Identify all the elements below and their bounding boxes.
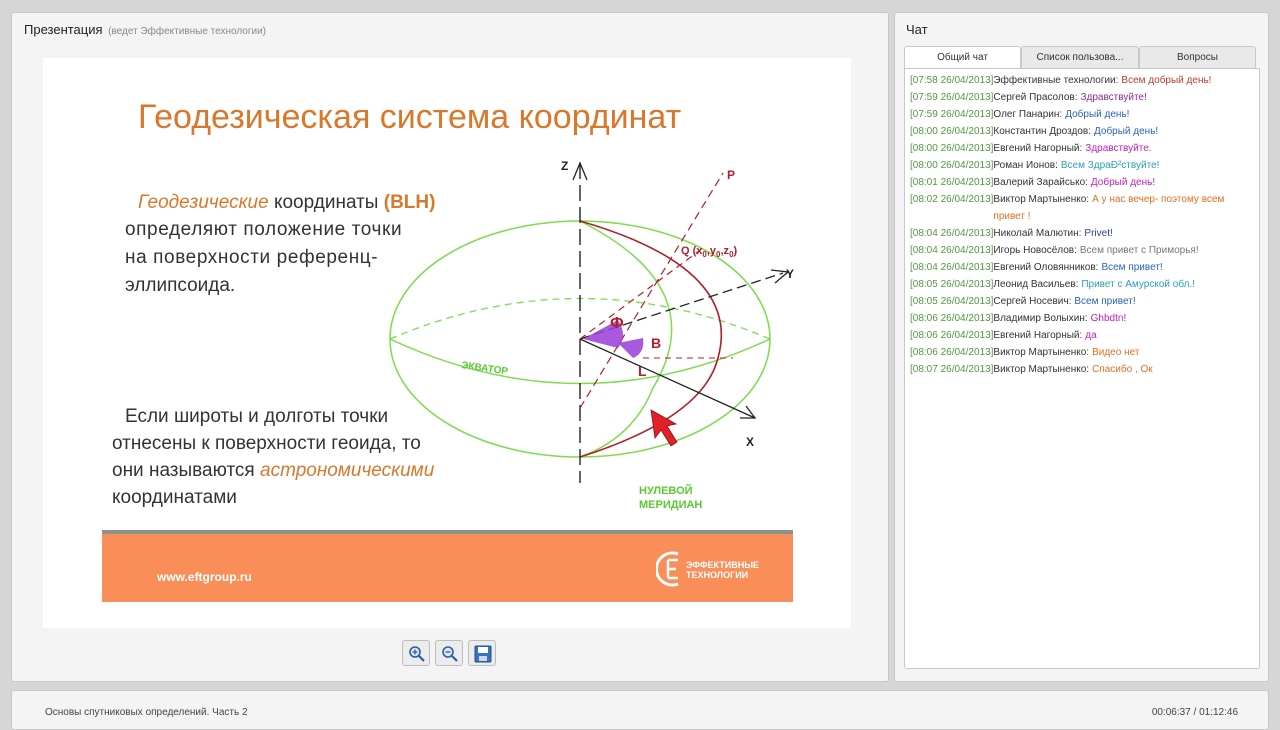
- label-equator: ЭКВАТОР: [460, 360, 509, 378]
- label-y: Y: [786, 267, 795, 281]
- zoom-out-icon: [441, 645, 459, 663]
- text-blh: (BLH): [383, 192, 436, 213]
- logo-line-1: ЭФФЕКТИВНЫЕ: [686, 560, 760, 570]
- message-user: Виктор Мартыненко:: [993, 347, 1090, 358]
- message-text: Всем привет!: [1101, 262, 1163, 273]
- eft-logo-text: [686, 560, 759, 580]
- message-text: Добрый день!: [1065, 109, 1130, 120]
- message-body: [993, 225, 1254, 242]
- message-body: [993, 361, 1254, 378]
- presentation-label: Презентация: [24, 22, 103, 37]
- logo-line-2: ТЕХНОЛОГИИ: [686, 570, 749, 580]
- chat-message: [910, 259, 1254, 276]
- message-text: Видео нет: [1092, 347, 1140, 358]
- message-timestamp: [08:00 26/04/2013]: [910, 126, 994, 137]
- message-text: Всем ЗдраÐ²ствуйте!: [1060, 160, 1160, 171]
- slide-title: Геодезическая система координат: [138, 98, 682, 136]
- chat-message: [910, 106, 1254, 123]
- slide-p2-line4: координатами: [112, 487, 237, 508]
- chat-message: [910, 174, 1254, 191]
- message-body: [993, 106, 1254, 123]
- chat-message: [910, 72, 1254, 89]
- save-icon: [474, 645, 492, 663]
- zoom-out-button[interactable]: [435, 640, 463, 666]
- message-timestamp: [08:06 26/04/2013]: [910, 313, 994, 324]
- message-timestamp: [08:07 26/04/2013]: [910, 364, 994, 375]
- chat-log[interactable]: [904, 68, 1260, 669]
- label-phi: Ф: [610, 315, 624, 332]
- bottom-bar: [11, 690, 1269, 730]
- chat-message: [910, 225, 1254, 242]
- x-axis: [580, 339, 755, 418]
- message-timestamp: [08:04 26/04/2013]: [910, 262, 994, 273]
- chat-message: [910, 310, 1254, 327]
- message-text: да: [1085, 330, 1097, 341]
- presentation-panel: [11, 12, 889, 682]
- message-timestamp: [07:59 26/04/2013]: [910, 92, 994, 103]
- message-user: Виктор Мартыненко:: [993, 364, 1090, 375]
- message-timestamp: [08:00 26/04/2013]: [910, 160, 994, 171]
- label-x: X: [746, 435, 755, 449]
- text-astronomical: астрономическими: [260, 460, 435, 481]
- message-text: Привет с Амурской обл.!: [1081, 279, 1195, 290]
- message-timestamp: [07:58 26/04/2013]: [910, 75, 994, 86]
- message-text: Здравствуйте!: [1080, 92, 1147, 103]
- slide-p1-line4: эллипсоида.: [125, 275, 236, 296]
- chat-message: [910, 293, 1254, 310]
- message-body: [993, 276, 1254, 293]
- message-text: Privet!: [1084, 228, 1113, 239]
- message-body: [993, 344, 1254, 361]
- message-user: Игорь Новосёлов:: [993, 245, 1077, 256]
- tab-general-chat[interactable]: Общий чат: [904, 46, 1021, 69]
- message-body: [993, 293, 1254, 310]
- presentation-title: [24, 22, 266, 37]
- message-text: Ghbdtn!: [1090, 313, 1127, 324]
- message-text: Добрый день!: [1090, 177, 1156, 188]
- label-p: P: [727, 168, 736, 182]
- normal-line: [580, 173, 723, 408]
- message-text: Здравствуйте.: [1085, 143, 1152, 154]
- message-timestamp: [08:05 26/04/2013]: [910, 279, 994, 290]
- slide-p2-line2: отнесены к поверхности геоида, то: [112, 433, 421, 454]
- presentation-host: (ведет Эффективные технологии): [108, 26, 267, 37]
- message-user: Константин Дроздов:: [993, 126, 1091, 137]
- message-user: Олег Панарин:: [993, 109, 1063, 120]
- chat-message: [910, 242, 1254, 259]
- chat-message: [910, 157, 1254, 174]
- message-timestamp: [08:00 26/04/2013]: [910, 143, 994, 154]
- eft-logo-icon: [656, 548, 686, 590]
- message-user: Евгений Нагорный:: [993, 143, 1083, 154]
- message-text: Спасибо , Ок: [1092, 364, 1153, 375]
- chat-message: [910, 191, 1254, 225]
- chat-message: [910, 89, 1254, 106]
- label-meridian-2: МЕРИДИАН: [639, 499, 703, 511]
- message-body: [993, 72, 1254, 89]
- message-text: А у нас вечер- поэтому всем привет !: [993, 194, 1225, 222]
- message-text: Всем привет с Приморья!: [1079, 245, 1199, 256]
- playback-time: 00:06:37 / 01:12:46: [1151, 707, 1238, 718]
- geodetic-diagram: [43, 58, 851, 528]
- tab-questions[interactable]: Вопросы: [1139, 46, 1256, 68]
- text-geodesic: Геодезические: [138, 192, 269, 213]
- message-timestamp: [08:04 26/04/2013]: [910, 228, 994, 239]
- message-user: Сергей Носевич:: [993, 296, 1072, 307]
- chat-message: [910, 361, 1254, 378]
- message-body: [993, 157, 1254, 174]
- message-user: Леонид Васильев:: [993, 279, 1079, 290]
- slide-p1-line2: определяют положение точки: [125, 219, 403, 240]
- chat-message: [910, 344, 1254, 361]
- message-user: Владимир Волыхин:: [993, 313, 1088, 324]
- message-user: Евгений Нагорный:: [993, 330, 1083, 341]
- tab-user-list[interactable]: Список пользова...: [1021, 46, 1139, 68]
- lecture-title: Основы спутниковых определений. Часть 2: [45, 707, 248, 718]
- chat-message: [910, 327, 1254, 344]
- label-q: Q $(x_0,y_0,z_0)$: [681, 245, 738, 259]
- text-coords: координаты: [268, 192, 384, 213]
- message-body: [993, 140, 1254, 157]
- message-body: [993, 259, 1254, 276]
- message-user: Сергей Прасолов:: [993, 92, 1078, 103]
- slide-footer: [102, 530, 793, 602]
- message-text: Всем добрый день!: [1121, 75, 1212, 86]
- message-timestamp: [08:05 26/04/2013]: [910, 296, 994, 307]
- message-body: [993, 174, 1254, 191]
- message-body: [993, 123, 1254, 140]
- message-timestamp: [08:04 26/04/2013]: [910, 245, 994, 256]
- message-user: Евгений Оловянников:: [993, 262, 1099, 273]
- save-button[interactable]: [468, 640, 496, 666]
- message-body: [993, 89, 1254, 106]
- message-body: [993, 310, 1254, 327]
- label-z: Z: [561, 159, 569, 173]
- footer-url: www.eftgroup.ru: [157, 570, 252, 584]
- label-b: B: [651, 335, 662, 351]
- message-timestamp: [08:01 26/04/2013]: [910, 177, 994, 188]
- message-text: Всем привет!: [1074, 296, 1136, 307]
- eft-logo: [656, 548, 760, 590]
- slide: [43, 58, 851, 628]
- message-timestamp: [08:06 26/04/2013]: [910, 347, 994, 358]
- message-user: Эффективные технологии:: [993, 75, 1119, 86]
- chat-message: [910, 140, 1254, 157]
- message-user: Николай Малютин:: [993, 228, 1082, 239]
- message-timestamp: [07:59 26/04/2013]: [910, 109, 994, 120]
- zoom-in-button[interactable]: [402, 640, 430, 666]
- chat-title: Чат: [906, 22, 928, 37]
- label-l: L: [638, 363, 647, 379]
- chat-tabs: [904, 46, 1256, 68]
- message-user: Роман Ионов:: [993, 160, 1058, 171]
- message-timestamp: [08:02 26/04/2013]: [910, 194, 994, 205]
- label-meridian-1: НУЛЕВОЙ: [639, 485, 693, 497]
- message-body: [993, 242, 1254, 259]
- chat-message: [910, 276, 1254, 293]
- message-user: Виктор Мартыненко:: [993, 194, 1090, 205]
- text-they-called: они называются: [112, 460, 261, 481]
- chat-message: [910, 123, 1254, 140]
- message-user: Валерий Зарайсько:: [993, 177, 1088, 188]
- slide-p2-line1: Если широты и долготы точки: [125, 406, 389, 427]
- zoom-in-icon: [408, 645, 426, 663]
- message-body: [993, 327, 1254, 344]
- chat-panel: [894, 12, 1269, 682]
- radius-line: [580, 248, 703, 339]
- message-body: [993, 191, 1254, 225]
- message-timestamp: [08:06 26/04/2013]: [910, 330, 994, 341]
- slide-p1-line3: на поверхности референц-: [125, 247, 379, 268]
- message-text: Добрый день!: [1094, 126, 1159, 137]
